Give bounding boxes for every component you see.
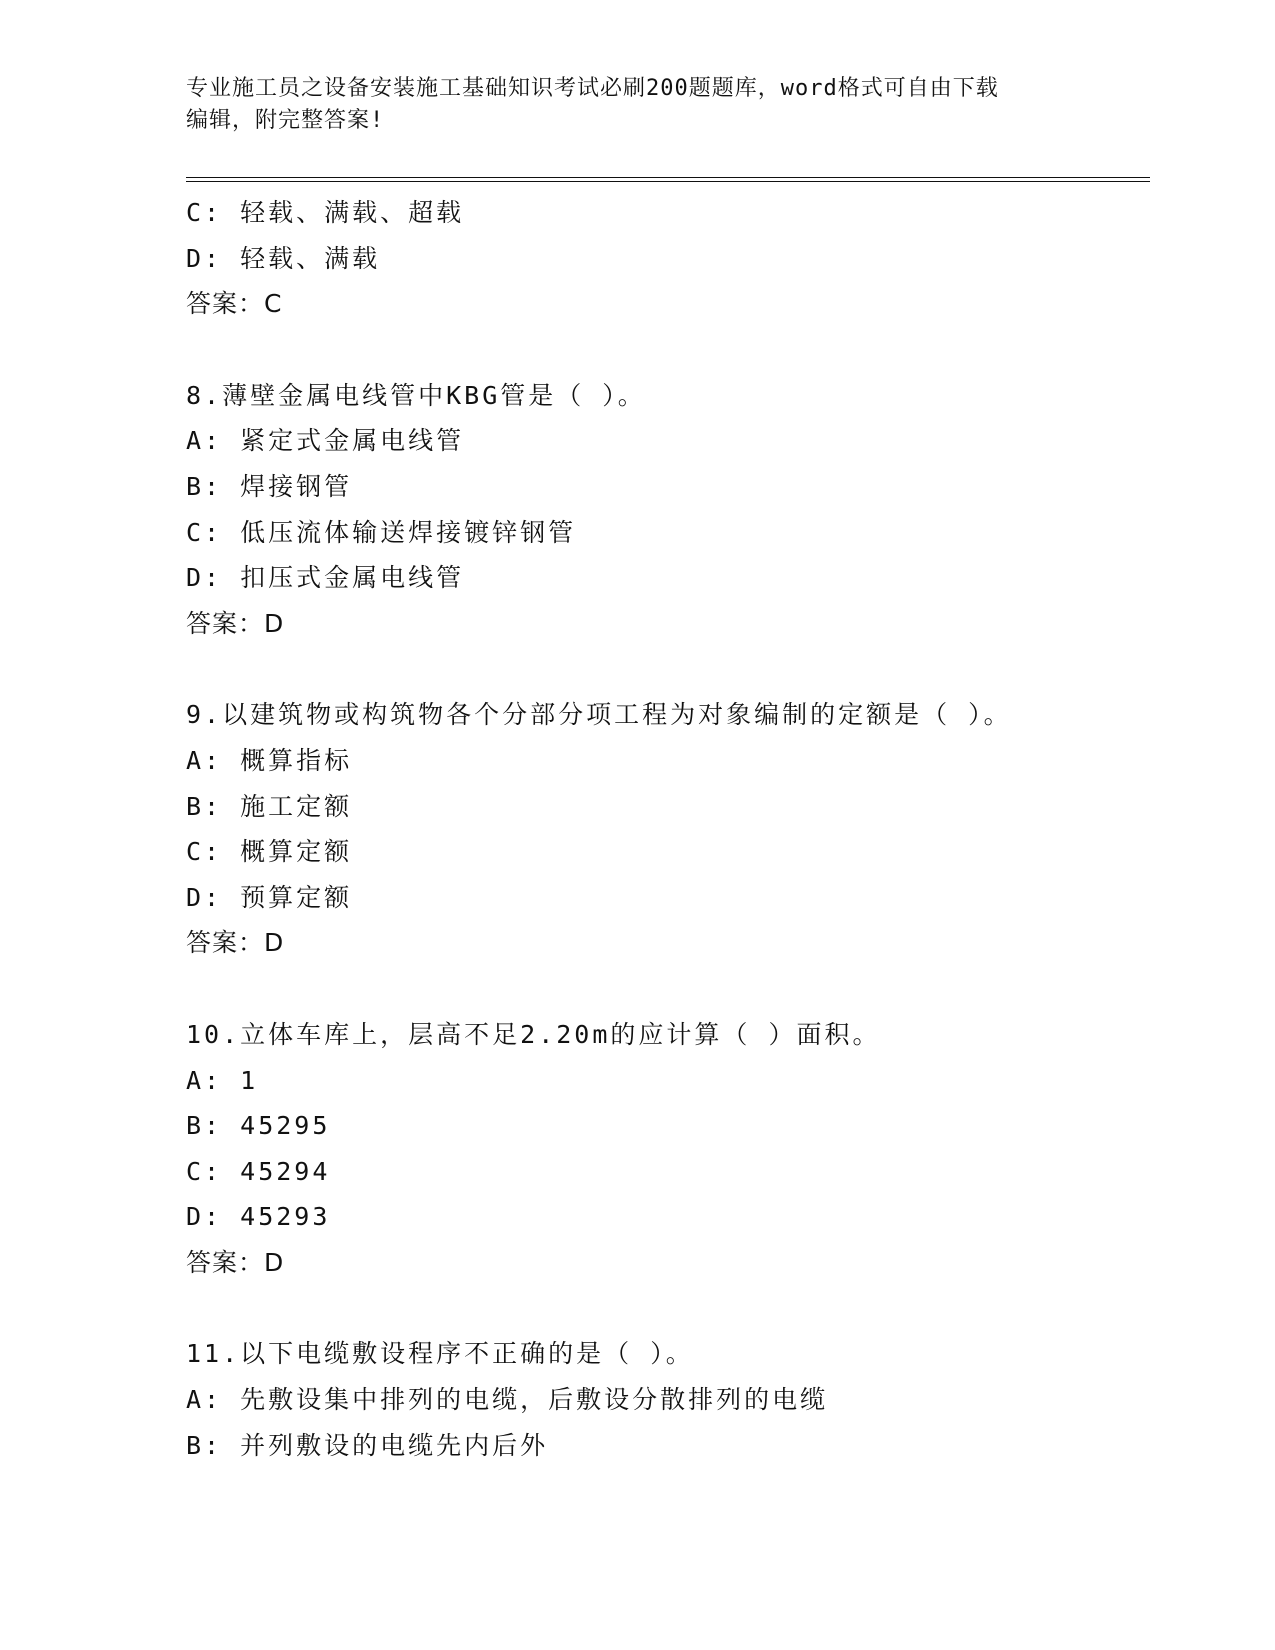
option-b: B: 并列敷设的电缆先内后外	[186, 1430, 549, 1460]
question-stem: 9.以建筑物或构筑物各个分部分项工程为对象编制的定额是（ ）。	[186, 700, 1012, 730]
question-stem: 8.薄壁金属电线管中KBG管是（ ）。	[186, 380, 646, 410]
answer-line: 答案：D	[186, 928, 285, 958]
question-stem: 10.立体车库上，层高不足2.20m的应计算（ ）面积。	[186, 1019, 881, 1049]
option-c: C: 概算定额	[186, 837, 353, 867]
question-block-9	[186, 692, 1150, 966]
question-block-8	[186, 373, 1150, 647]
spacer	[186, 966, 1150, 1012]
header-double-rule	[186, 177, 1150, 183]
option-d: D: 扣压式金属电线管	[186, 563, 465, 593]
option-c: C: 低压流体输送焊接镀锌钢管	[186, 517, 577, 547]
answer-line: 答案：D	[186, 608, 285, 638]
question-list	[186, 190, 1150, 1468]
question-stem: 11.以下电缆敷设程序不正确的是（ ）。	[186, 1339, 694, 1369]
spacer	[186, 327, 1150, 373]
spacer	[186, 1285, 1150, 1331]
header-rule-top	[186, 177, 1150, 178]
option-c: C: 45294	[186, 1156, 331, 1186]
option-d: D: 轻载、满载	[186, 243, 381, 273]
answer-line: 答案：C	[186, 289, 283, 319]
option-c: C: 轻载、满载、超载	[186, 198, 465, 227]
option-a: A: 1	[186, 1065, 259, 1095]
question-block-prev	[186, 190, 1150, 327]
option-d: D: 预算定额	[186, 882, 353, 912]
spacer	[186, 646, 1150, 692]
question-block-10	[186, 1012, 1150, 1286]
question-block-11	[186, 1331, 1150, 1468]
answer-line: 答案：D	[186, 1247, 285, 1277]
option-a: A: 概算指标	[186, 745, 353, 775]
option-b: B: 施工定额	[186, 791, 353, 821]
document-header	[186, 73, 1066, 137]
header-rule-bottom	[186, 181, 1150, 182]
option-b: B: 45295	[186, 1111, 331, 1141]
option-a: A: 紧定式金属电线管	[186, 426, 465, 456]
option-d: D: 45293	[186, 1202, 331, 1232]
header-line-1: 专业施工员之设备安装施工基础知识考试必刷200题题库，word格式可自由下载	[186, 76, 999, 101]
option-a: A: 先敷设集中排列的电缆，后敷设分散排列的电缆	[186, 1385, 829, 1415]
header-line-2: 编辑，附完整答案!	[186, 108, 385, 133]
option-b: B: 焊接钢管	[186, 471, 353, 501]
